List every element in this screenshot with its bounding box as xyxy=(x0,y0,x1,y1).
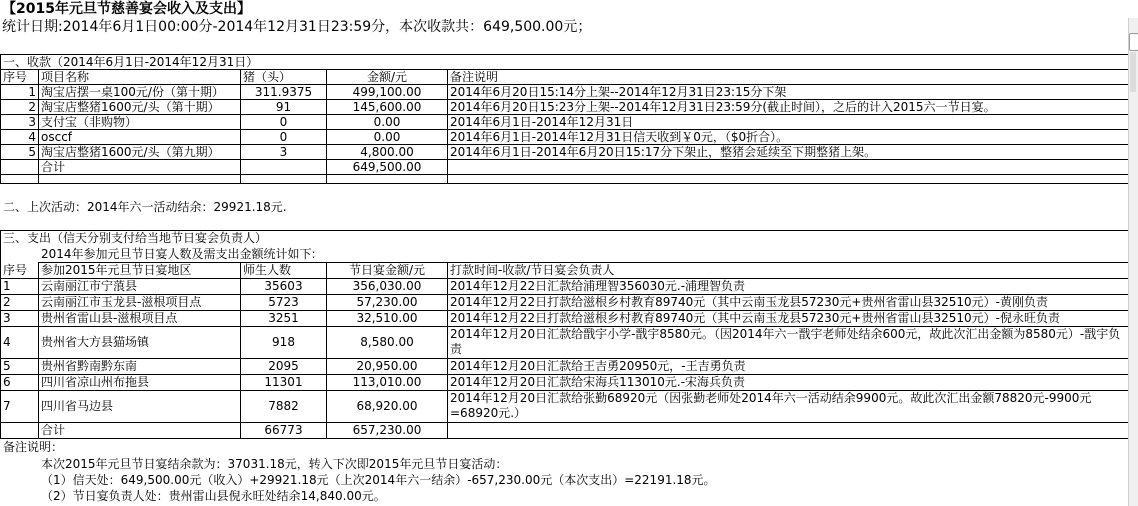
row-no: 4 xyxy=(28,130,36,144)
row-amount: 356,030.00 xyxy=(352,279,422,293)
row-no: 2 xyxy=(3,295,11,309)
row-no: 5 xyxy=(28,145,36,159)
stat-line: 统计日期:2014年6月1日00:00分-2014年12月31日23:59分，本次收款共：649,500.00元； xyxy=(2,19,592,35)
remarks-line-3: （2）节日宴负责人处：贵州雷山县倪永旺处结余14,840.00元。 xyxy=(41,489,386,503)
expense-subtitle: 2014年参加元旦节日宴人数及需支出金额统计如下: xyxy=(41,247,316,261)
row-note: 2014年12月22日汇款给浦理智356030元.-浦理智负责 xyxy=(450,279,746,293)
row-no: 1 xyxy=(3,279,11,293)
expense-total-amount: 657,230.00 xyxy=(352,423,422,437)
income-header-note: 备注说明 xyxy=(450,70,499,84)
income-header-amount: 金额/元 xyxy=(366,70,408,84)
income-section-title: 一、收款（2014年6月1日-2014年12月31日） xyxy=(3,55,259,69)
row-region: 四川省凉山州布拖县 xyxy=(41,375,150,389)
row-region: 云南丽江市宁蒗县 xyxy=(41,279,138,293)
row-name: 支付宝（非购物） xyxy=(41,115,138,129)
page-title: 【2015年元旦节慈善宴会收入及支出】 xyxy=(2,1,251,17)
expense-header-no: 序号 xyxy=(3,263,28,277)
row-people: 11301 xyxy=(264,375,303,389)
income-header-no: 序号 xyxy=(3,70,28,84)
income-header-name: 项目名称 xyxy=(41,70,90,84)
row-note: 2014年12月20日汇款给戬宇小学-戬宇8580元。（因2014年六一戬宇老师处结余600元，故此次汇出金额为8580元）-戬宇负责 xyxy=(450,327,1121,356)
row-name: 淘宝店整猪1600元/头（第九期） xyxy=(41,145,220,159)
row-region: 贵州省雷山县-滋根项目点 xyxy=(41,311,178,325)
row-note: 2014年6月1日-2014年6月20日15:17分下架止，整猪会延续至下期整猪上架。 xyxy=(450,145,877,159)
row-name: 淘宝店摆一桌100元/份（第十期） xyxy=(41,85,224,99)
income-total-label: 合计 xyxy=(41,160,66,174)
row-people: 35603 xyxy=(264,279,303,293)
row-no: 1 xyxy=(28,85,36,99)
row-no: 2 xyxy=(28,100,36,114)
row-region: 贵州省黔南黔东南 xyxy=(41,359,138,373)
expense-section-title: 三、支出（信天分别支付给当地节日宴会负责人） xyxy=(3,231,268,245)
row-amount: 499,100.00 xyxy=(352,85,422,99)
expense-header-note: 打款时间-收款/节日宴会负责人 xyxy=(450,263,615,277)
row-note: 2014年6月1日-2014年12月31日 xyxy=(450,115,634,129)
row-pigs: 311.9375 xyxy=(254,85,313,99)
row-people: 3251 xyxy=(268,311,299,325)
row-amount: 8,580.00 xyxy=(360,335,414,349)
row-amount: 68,920.00 xyxy=(356,399,418,413)
expense-total-label: 合计 xyxy=(41,423,66,437)
previous-activity: 二、上次活动：2014年六一活动结余：29921.18元. xyxy=(3,200,287,214)
expense-total-people: 66773 xyxy=(264,423,303,437)
row-amount: 20,950.00 xyxy=(356,359,418,373)
row-no: 6 xyxy=(3,375,11,389)
row-name: 淘宝店整猪1600元/头（第十期） xyxy=(41,100,220,114)
row-people: 2095 xyxy=(268,359,299,373)
row-no: 3 xyxy=(3,311,11,325)
row-pigs: 3 xyxy=(279,145,288,159)
row-pigs: 0 xyxy=(279,130,288,144)
row-amount: 145,600.00 xyxy=(352,100,422,114)
row-people: 7882 xyxy=(268,399,299,413)
row-note: 2014年12月20日汇款给张勤68920元（因张勤老师处2014年六一活动结余9900元。故此次汇出金额78820元-9900元=68920元.） xyxy=(450,391,1092,420)
row-note: 2014年6月1日-2014年12月31日信天收到￥0元，（$0折合）。 xyxy=(450,130,789,144)
row-name: osccf xyxy=(41,130,73,144)
row-note: 2014年6月20日15:23分上架--2014年12月31日23:59分(截止时间），之后的计入2015六一节日宴。 xyxy=(450,100,996,114)
remarks-line-1: 本次2015年元旦节日宴结余款为：37031.18元，转入下次即2015年元旦节日宴活动： xyxy=(41,457,508,471)
row-no: 7 xyxy=(3,399,11,413)
row-amount: 4,800.00 xyxy=(360,145,414,159)
row-people: 918 xyxy=(272,335,295,349)
income-header-pigs: 猪（头） xyxy=(243,70,292,84)
row-people: 5723 xyxy=(268,295,299,309)
expense-header-region: 参加2015年元旦节日宴地区 xyxy=(41,263,192,277)
row-amount: 32,510.00 xyxy=(356,311,418,325)
row-no: 3 xyxy=(28,115,36,129)
row-amount: 0.00 xyxy=(373,115,401,129)
expense-header-people: 师生人数 xyxy=(243,263,292,277)
scrollbar-thumb[interactable] xyxy=(1130,52,1136,92)
income-total-amount: 649,500.00 xyxy=(352,160,422,174)
row-note: 2014年12月22日打款给滋根乡村教育89740元（其中云南玉龙县57230元+贵州省雷山县32510元）-黄刚负责 xyxy=(450,295,1048,309)
row-region: 云南丽江市玉龙县-滋根项目点 xyxy=(41,295,202,309)
remarks-title: 备注说明： xyxy=(3,440,64,454)
row-amount: 0.00 xyxy=(373,130,401,144)
row-pigs: 91 xyxy=(275,100,292,114)
row-no: 4 xyxy=(3,335,11,349)
row-note: 2014年12月22日打款给滋根乡村教育89740元（其中云南玉龙县57230元+贵州省雷山县32510元）-倪永旺负责 xyxy=(450,311,1060,325)
scroll-up-arrow-icon[interactable] xyxy=(1129,33,1138,51)
row-amount: 113,010.00 xyxy=(352,375,422,389)
expense-header-amount: 节日宴金额/元 xyxy=(348,263,426,277)
row-note: 2014年12月20日汇款给宋海兵113010元.-宋海兵负责 xyxy=(450,375,746,389)
row-pigs: 0 xyxy=(279,115,288,129)
row-note: 2014年6月20日15:14分上架--2014年12月31日23:15分下架 xyxy=(450,85,787,99)
row-no: 5 xyxy=(3,359,11,373)
row-region: 四川省马边县 xyxy=(41,399,114,413)
row-region: 贵州省大方县猫场镇 xyxy=(41,335,150,349)
row-amount: 57,230.00 xyxy=(356,295,418,309)
remarks-line-2: （1）信天处：649,500.00元（收入）+29921.18元（上次2014年六一结余）-657,230.00元（本次支出）=22191.18元。 xyxy=(41,473,716,487)
row-note: 2014年12月20日汇款给王吉勇20950元，-王吉勇负责 xyxy=(450,359,746,373)
